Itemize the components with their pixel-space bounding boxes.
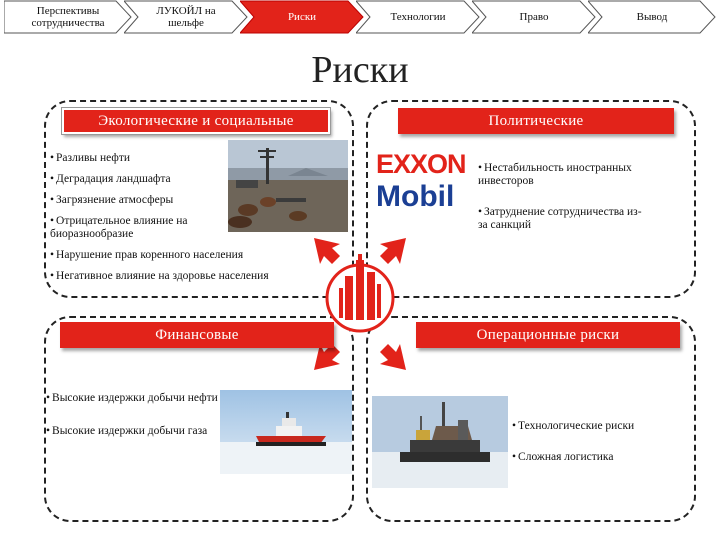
nav-label: Риски — [287, 11, 317, 23]
list-item: • Загрязнение атмосферы — [50, 194, 312, 207]
icebreaker-photo — [220, 390, 352, 474]
mobil-wordmark: Mobil — [376, 180, 455, 213]
top-navigation — [0, 0, 720, 34]
nav-label: Вывод — [636, 11, 668, 23]
political-header-label: Политические — [488, 112, 584, 129]
political-risk-list — [478, 162, 650, 240]
operational-header-label: Операционные риски — [476, 326, 620, 343]
eco-risk-list — [50, 152, 312, 291]
financial-header — [60, 322, 334, 348]
list-item: • Нестабильность иностранных инвесторов — [478, 162, 650, 188]
nav-item-technologies[interactable] — [356, 0, 480, 34]
page-title: Риски — [311, 49, 409, 91]
lukoil-emblem-icon — [325, 252, 395, 336]
nav-item-conclusion[interactable] — [588, 0, 716, 34]
operational-header — [416, 322, 680, 348]
exxonmobil-logo — [376, 148, 470, 222]
oil-platform-photo — [372, 396, 508, 488]
eco-header — [62, 108, 330, 134]
financial-risk-list — [46, 392, 218, 446]
nav-item-lukoil[interactable] — [124, 0, 248, 34]
nav-item-cooperation[interactable] — [4, 0, 132, 34]
list-item: • Деградация ландшафта — [50, 173, 312, 186]
nav-label: Технологии — [390, 11, 446, 23]
operational-risk-list — [512, 420, 676, 472]
eco-header-label: Экологические и социальные — [98, 112, 294, 129]
nav-item-risks[interactable] — [240, 0, 364, 34]
list-item: • Разливы нефти — [50, 152, 312, 165]
list-item: • Технологические риски — [512, 420, 676, 433]
list-item: • Высокие издержки добычи газа — [46, 425, 218, 438]
list-item: • Высокие издержки добычи нефти — [46, 392, 218, 405]
nav-label: ЛУКОЙЛ на шельфе — [156, 5, 216, 29]
nav-label: Право — [519, 11, 549, 23]
list-item: • Отрицательное влияние на биоразнообразие — [50, 215, 240, 241]
political-header — [398, 108, 674, 134]
list-item: • Сложная логистика — [512, 451, 676, 464]
list-item: • Затруднение сотрудничества из-за санкций — [478, 206, 650, 232]
arrow-down-right-icon — [378, 342, 408, 372]
exxon-wordmark: EXXON — [376, 149, 466, 179]
financial-header-label: Финансовые — [155, 326, 239, 343]
nav-item-law[interactable] — [472, 0, 596, 34]
list-item: • Негативное влияние на здоровье населения — [50, 270, 290, 283]
list-item: • Нарушение прав коренного населения — [50, 249, 312, 262]
nav-label: Перспективы сотрудничества — [31, 5, 105, 29]
